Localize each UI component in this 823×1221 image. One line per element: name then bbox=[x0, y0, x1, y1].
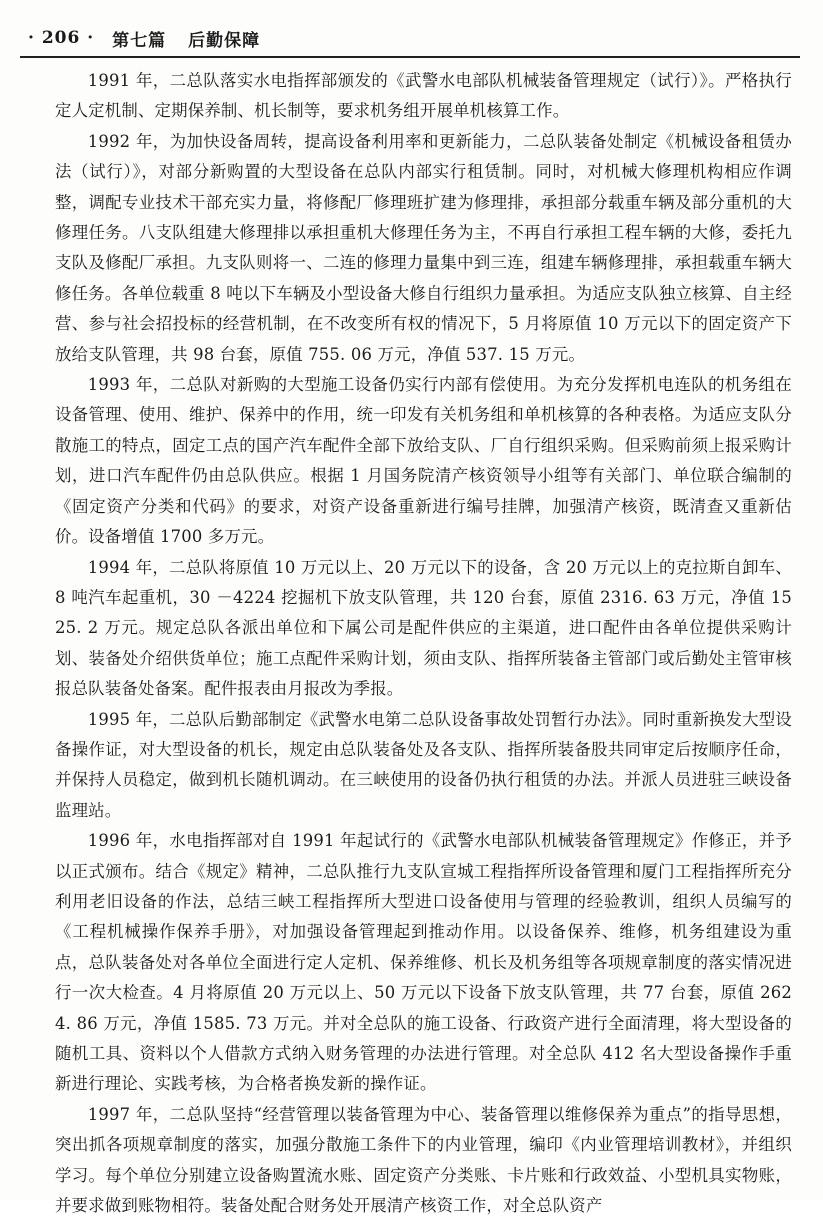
body-text bbox=[55, 66, 792, 1221]
section-title: 后勤保障 bbox=[188, 30, 261, 51]
paragraph-1995: 1995 年，二总队后勤部制定《武警水电第二总队设备事故处罚暂行办法》。同时重新换发大型设备操作证，对大型设备的机长，规定由总队装备处及各支队、指挥所装备股共同审定后按顺序任命，并保持人员稳定，做到机长随机调动。在三峡使用的设备仍执行租赁的办法。并派人员进驻三峡设备监理站。 bbox=[55, 709, 792, 820]
header-rule bbox=[20, 56, 800, 58]
paragraph-1993: 1993 年，二总队对新购的大型施工设备仍实行内部有偿使用。为充分发挥机电连队的机务组在设备管理、使用、维护、保养中的作用，统一印发有关机务组和单机核算的各种表格。为适应支队分散施工的特点，固定工点的国产汽车配件全部下放给支队、厂自行组织采购。但采购前须上报采购计划，进口汽车配件仍由总队供应。根据 1 月国务院清产核资领导小组等有关部门、单位联合编制的《固定资产分类和代码》的要求，对资产设备重新进行编号挂牌，加强清产核资，既清查又重新估价。设备增值 1700 多万元。 bbox=[55, 375, 792, 547]
running-header bbox=[28, 20, 798, 56]
chapter-title: 第七篇 bbox=[112, 30, 167, 51]
page-number: · 206 · bbox=[28, 28, 95, 48]
paragraph-1996: 1996 年，水电指挥部对自 1991 年起试行的《武警水电部队机械装备管理规定》作修正，并予以正式颁布。结合《规定》精神，二总队推行九支队宣城工程指挥所设备管理和厦门工程指挥所充分利用老旧设备的作法，总结三峡工程指挥所大型进口设备使用与管理的经验教训，组织人员编写的《工程机械操作保养手册》，对加强设备管理起到推动作用。以设备保养、维修，机务组建设为重点，总队装备处对各单位全面进行定人定机、保养维修、机长及机务组等各项规章制度的落实情况进行一次大检查。4 月将原值 20 万元以上、50 万元以下设备下放支队管理，共 77 台套，原值 2624. 86 万元，净值 1585. 73 万元。并对全总队的施工设备、行政资产进行全面清理，将大型设备的随机工具、资料以个人借款方式纳入财务管理的办法进行管理。对全总队 412 名大型设备操作手重新进行理论、实践考核，为合格者换发新的操作证。 bbox=[55, 831, 792, 1094]
paragraph-1994: 1994 年，二总队将原值 10 万元以上、20 万元以下的设备，含 20 万元以上的克拉斯自卸车、8 吨汽车起重机，30 －4224 挖掘机下放支队管理，共 120 台套，原值 2316. 63 万元，净值 1525. 2 万元。规定总队各派出单位和下属公司是配件供应的主渠道，进口配件由各单位提供采购计划、装备处介绍供货单位；施工点配件采购计划，须由支队、指挥所装备主管部门或后勤处主管审核报总队装备处备案。配件报表由月报改为季报。 bbox=[55, 557, 792, 699]
paragraph-1997: 1997 年，二总队坚持“经营管理以装备管理为中心、装备管理以维修保养为重点”的指导思想，突出抓各项规章制度的落实，加强分散施工条件下的内业管理，编印《内业管理培训教材》，并组织学习。每个单位分别建立设备购置流水账、固定资产分类账、卡片账和行政效益、小型机具实物账，并要求做到账物相符。装备处配合财务处开展清产核资工作，对全总队资产 bbox=[55, 1104, 792, 1216]
paragraph-1992: 1992 年，为加快设备周转，提高设备利用率和更新能力，二总队装备处制定《机械设备租赁办法（试行）》，对部分新购置的大型设备在总队内部实行租赁制。同时，对机械大修理机构相应作调整，调配专业技术干部充实力量，将修配厂修理班扩建为修理排，承担部分载重车辆及部分重机的大修理任务。八支队组建大修理排以承担重机大修理任务为主，不再自行承担工程车辆的大修，委托九支队及修配厂承担。九支队则将一、二连的修理力量集中到三连，组建车辆修理排，承担载重车辆大修任务。各单位载重 8 吨以下车辆及小型设备大修自行组织力量承担。为适应支队独立核算、自主经营、参与社会招投标的经营机制，在不改变所有权的情况下，5 月将原值 10 万元以下的固定资产下放给支队管理，共 98 台套，原值 755. 06 万元，净值 537. 15 万元。 bbox=[55, 131, 792, 364]
paragraph-1991: 1991 年，二总队落实水电指挥部颁发的《武警水电部队机械装备管理规定（试行）》。严格执行定人定机制、定期保养制、机长制等，要求机务组开展单机核算工作。 bbox=[55, 71, 792, 121]
